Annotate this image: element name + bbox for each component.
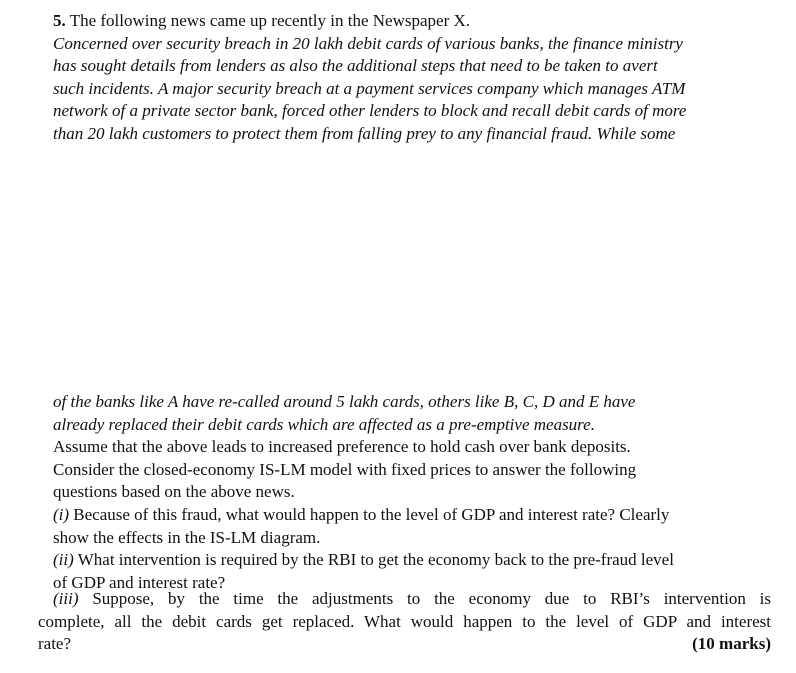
question-intro: The following news came up recently in the Newspaper X. [69, 11, 471, 30]
question-top-block [53, 10, 773, 146]
part-ii-text: What intervention is required by the RBI to get the economy back to the pre-fraud level [73, 550, 674, 570]
assumption-line-3: questions based on the above news. [53, 482, 295, 502]
news-line-1: Concerned over security breach in 20 lakh debit cards of various banks, the finance ministry [53, 33, 683, 53]
assumption-line-1: Assume that the above leads to increased preference to hold cash over bank deposits. [53, 437, 631, 457]
news-line-3: such incidents. A major security breach at a payment services company which manages ATM [53, 78, 686, 98]
news-line-2: has sought details from lenders as also the additional steps that need to be taken to avert [53, 56, 658, 76]
part-i-line-1 [53, 504, 773, 527]
question-number: 5. [53, 11, 66, 30]
part-i-label: (i) [53, 504, 70, 524]
part-iii-label: (iii) [53, 589, 79, 608]
part-ii-line-1 [53, 549, 773, 572]
assumption-line-2: Consider the closed-economy IS-LM model with fixed prices to answer the following [53, 459, 637, 479]
part-iii-line-3: rate? [38, 634, 72, 654]
part-i-line-2: show the effects in the IS-LM diagram. [53, 527, 321, 547]
news-line-6: of the banks like A have re-called around 5 lakh cards, others like B, C, D and E have [53, 392, 636, 411]
question-intro-line [53, 10, 773, 33]
news-line-4: network of a private sector bank, forced other lenders to block and recall debit cards of more [53, 101, 687, 121]
question-bottom-block [53, 391, 773, 594]
part-ii-line-2: of GDP and interest rate? [53, 572, 226, 592]
part-iii-line-1 [38, 588, 771, 611]
news-line-5: than 20 lakh customers to protect them from falling prey to any financial fraud. While some [53, 123, 676, 143]
part-i-text: Because of this fraud, what would happen to the level of GDP and interest rate? Clearly [69, 504, 670, 524]
news-line-7: already replaced their debit cards which are affected as a pre-emptive measure. [53, 414, 595, 434]
part-iii-block [38, 588, 771, 656]
part-ii-label: (ii) [53, 550, 74, 570]
part-iii-line-2: complete, all the debit cards get replaced. What would happen to the level of GDP and interest [38, 611, 771, 631]
marks-label: (10 marks) [692, 634, 771, 654]
part-iii-last-row [38, 633, 771, 656]
part-iii-text: Suppose, by the time the adjustments to the economy due to RBI’s intervention is [78, 589, 771, 608]
